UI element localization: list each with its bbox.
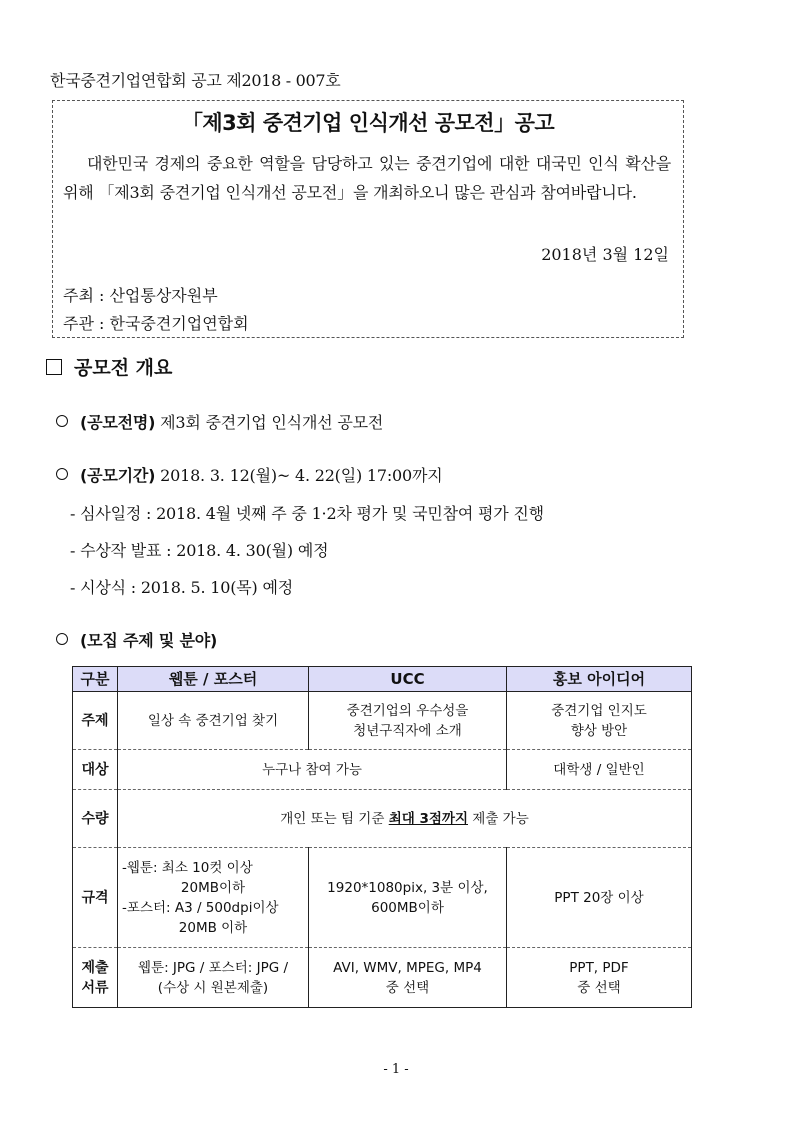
- notice-date: 2018년 3월 12일: [541, 245, 669, 264]
- table-header-row: [73, 667, 692, 692]
- item-label: (공모전명): [80, 413, 156, 432]
- item-text: 2018. 3. 12(월)~ 4. 22(일) 17:00까지: [160, 466, 443, 485]
- notice-hosts: [63, 282, 249, 338]
- header-idea: 홍보 아이디어: [507, 667, 692, 692]
- row-label: 규격: [73, 848, 118, 948]
- row-label: 제출 서류: [73, 948, 118, 1008]
- circle-bullet-icon: [56, 633, 68, 645]
- item-contest-name: [56, 410, 383, 433]
- row-label: 주제: [73, 692, 118, 750]
- notice-box: [52, 100, 684, 338]
- circle-bullet-icon: [56, 468, 68, 480]
- item-label: (모집 주제 및 분야): [80, 631, 218, 650]
- categories-table: [72, 666, 692, 1008]
- cell-target-common: 누구나 참여 가능: [118, 750, 507, 790]
- header-category: 구분: [73, 667, 118, 692]
- item-label: (공모기간): [80, 466, 156, 485]
- item-text: 제3회 중견기업 인식개선 공모전: [160, 413, 384, 432]
- cell-quantity: 개인 또는 팀 기준 최대 3점까지 제출 가능: [118, 790, 692, 848]
- item-topics: [56, 628, 217, 651]
- square-bullet-icon: [46, 359, 62, 375]
- cell-spec-idea: PPT 20장 이상: [507, 848, 692, 948]
- cell-topic-idea: 중견기업 인지도 향상 방안: [507, 692, 692, 750]
- table-row-target: [73, 750, 692, 790]
- quantity-emphasis: 최대 3점까지: [388, 810, 468, 827]
- circle-bullet-icon: [56, 415, 68, 427]
- cell-spec-webtoon: -웹툰: 최소 10컷 이상 20MB이하 -포스터: A3 / 500dpi이상 20MB 이하: [118, 848, 309, 948]
- cell-target-idea: 대학생 / 일반인: [507, 750, 692, 790]
- cell-topic-webtoon: 일상 속 중견기업 찾기: [118, 692, 309, 750]
- header-ucc: UCC: [309, 667, 507, 692]
- table-row-spec: [73, 848, 692, 948]
- organizer: 주최 : 산업통상자원부: [63, 286, 218, 305]
- item-contest-period: [56, 463, 443, 486]
- notice-title: 「제3회 중견기업 인식개선 공모전」공고: [181, 111, 555, 135]
- host: 주관 : 한국중견기업연합회: [63, 314, 249, 333]
- sub-item-ceremony: - 시상식 : 2018. 5. 10(목) 예정: [70, 578, 293, 597]
- header-webtoon: 웹툰 / 포스터: [118, 667, 309, 692]
- notice-number: 한국중견기업연합회 공고 제2018 - 007호: [50, 71, 341, 90]
- sub-item-review: - 심사일정 : 2018. 4월 넷째 주 중 1·2차 평가 및 국민참여 평가 진행: [70, 504, 544, 523]
- cell-docs-webtoon: 웹툰: JPG / 포스터: JPG / (수상 시 원본제출): [118, 948, 309, 1008]
- section-heading: [46, 353, 172, 380]
- table-row-docs: [73, 948, 692, 1008]
- section-title: 공모전 개요: [74, 357, 173, 379]
- cell-docs-idea: PPT, PDF 중 선택: [507, 948, 692, 1008]
- notice-body: 대한민국 경제의 중요한 역할을 담당하고 있는 중견기업에 대한 대국민 인식 확산을 위해 「제3회 중견기업 인식개선 공모전」을 개최하오니 많은 관심과 참여바랍니다.: [63, 154, 671, 202]
- row-label: 수량: [73, 790, 118, 848]
- sub-item-announcement: - 수상작 발표 : 2018. 4. 30(월) 예정: [70, 541, 329, 560]
- cell-docs-ucc: AVI, WMV, MPEG, MP4 중 선택: [309, 948, 507, 1008]
- cell-topic-ucc: 중견기업의 우수성을 청년구직자에 소개: [309, 692, 507, 750]
- cell-spec-ucc: 1920*1080pix, 3분 이상, 600MB이하: [309, 848, 507, 948]
- page-number: - 1 -: [383, 1062, 409, 1077]
- table-row-quantity: [73, 790, 692, 848]
- row-label: 대상: [73, 750, 118, 790]
- table-row-topic: [73, 692, 692, 750]
